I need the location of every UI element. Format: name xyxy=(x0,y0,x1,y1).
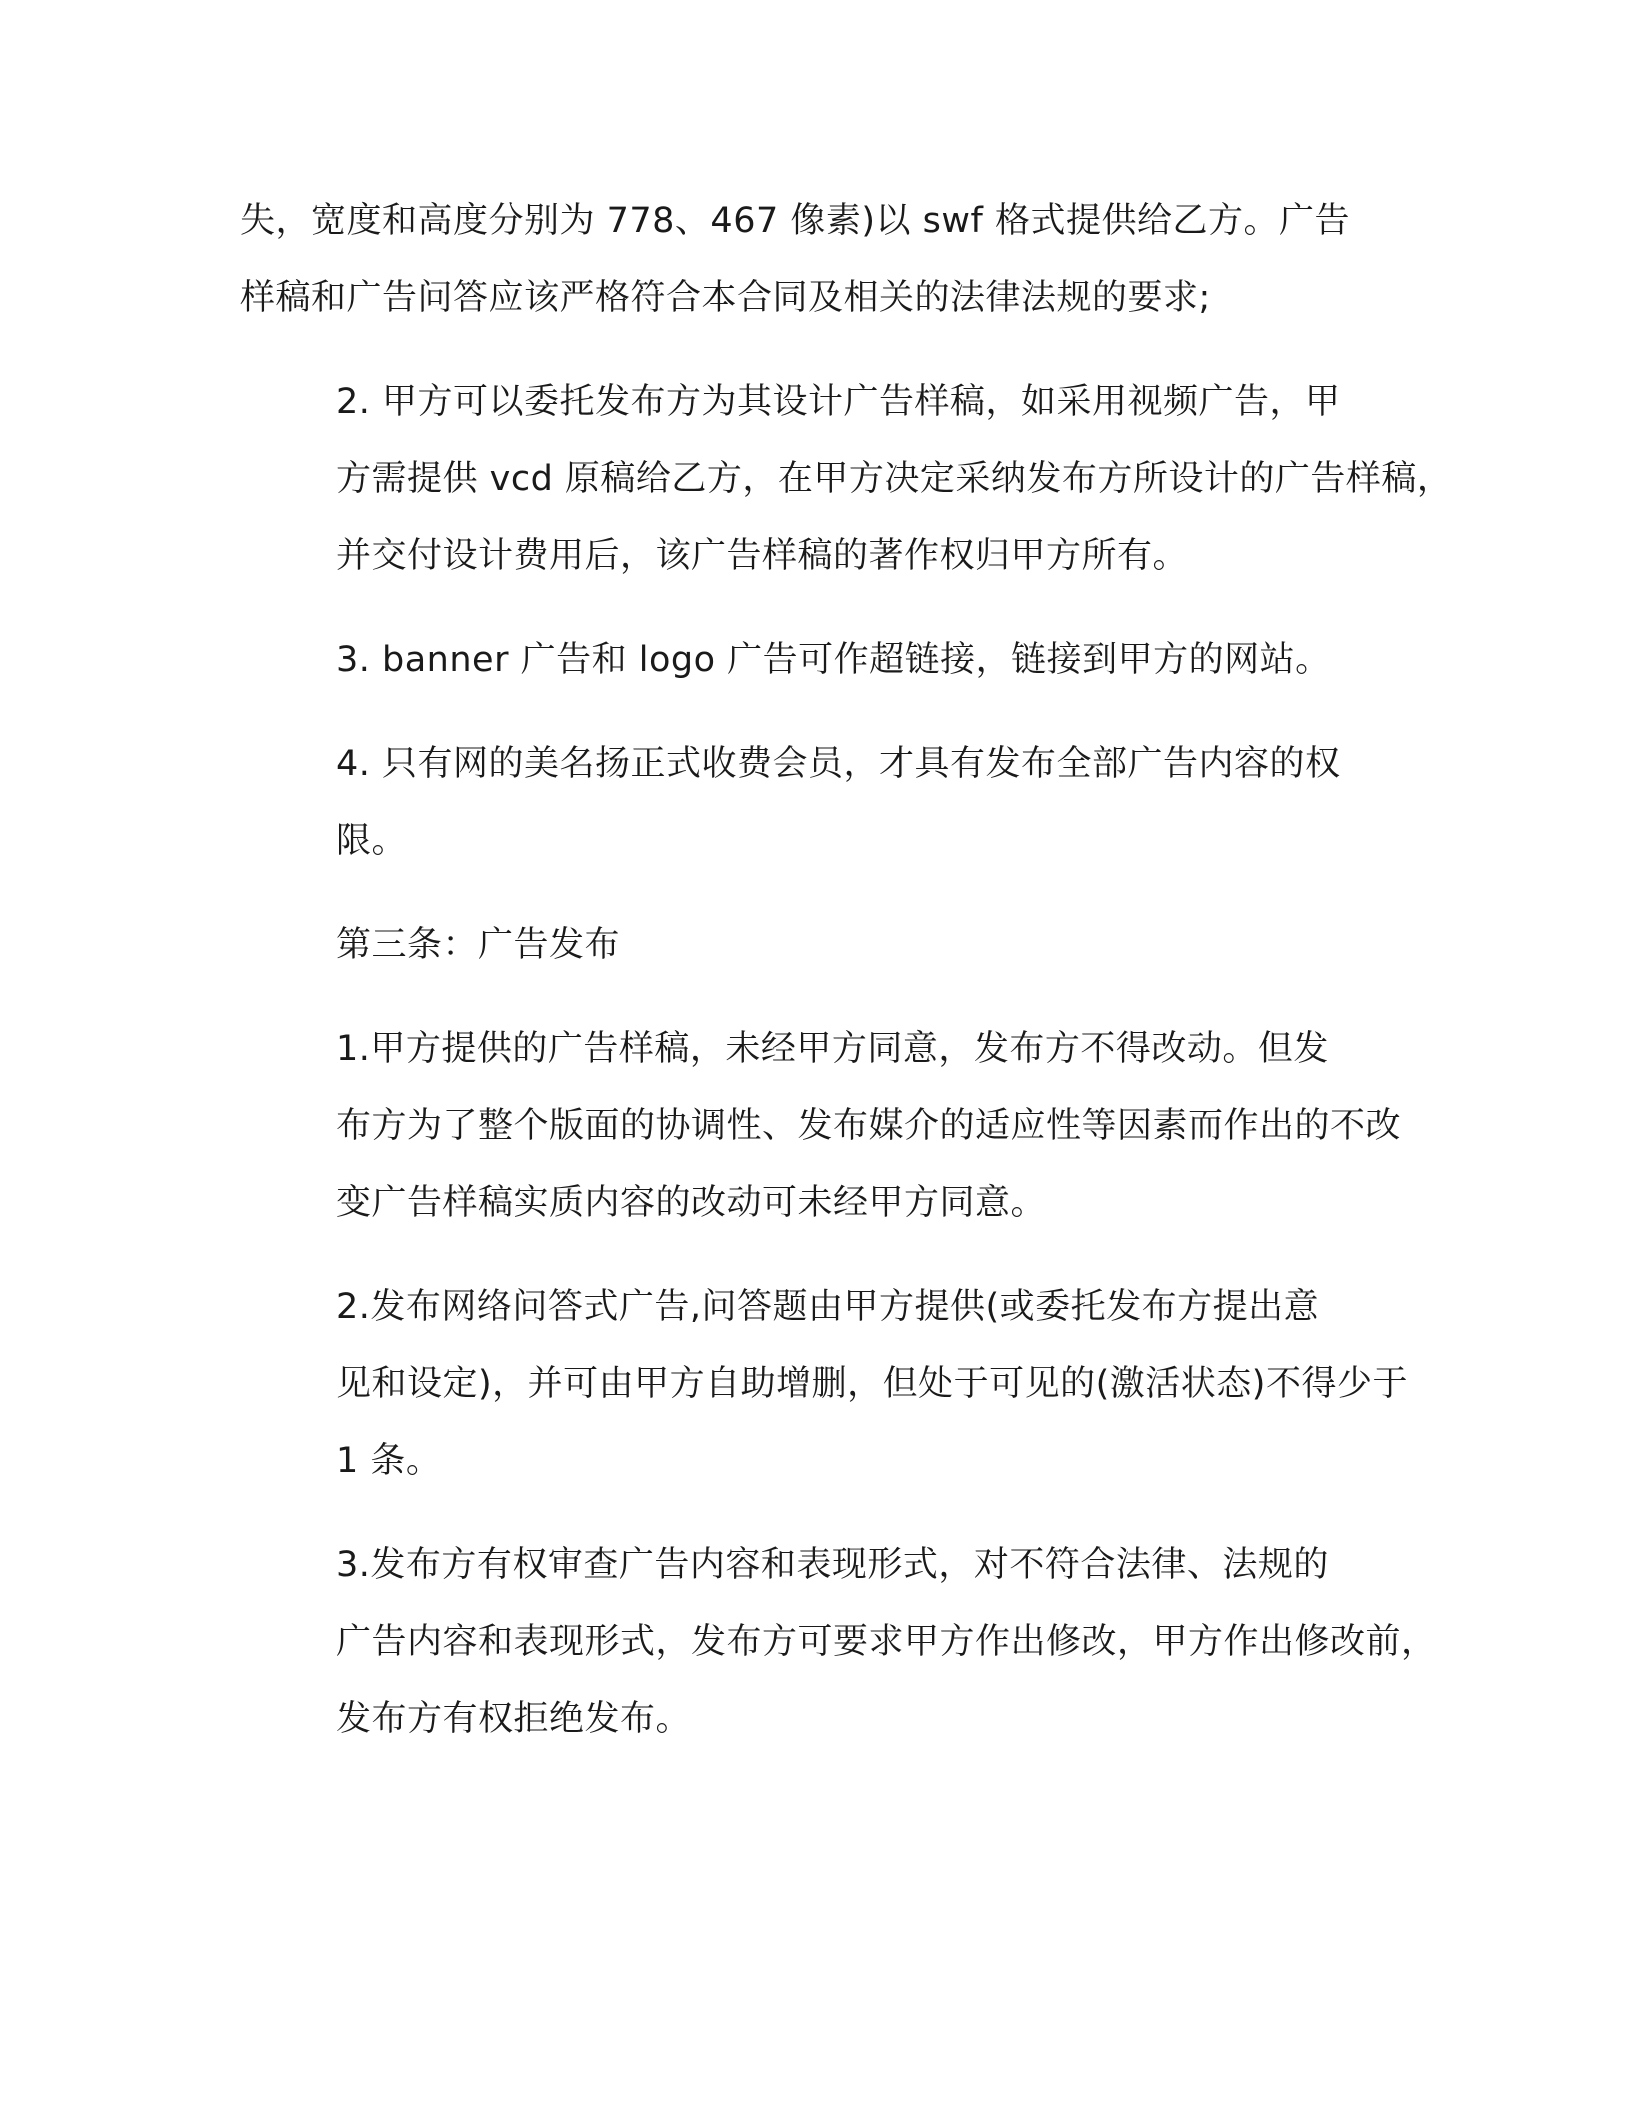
text-line: 1.甲方提供的广告样稿，未经甲方同意，发布方不得改动。但发 xyxy=(336,1029,1329,1069)
paragraph-article-3-item-2 xyxy=(240,1269,1408,1500)
text-line: 并交付设计费用后，该广告样稿的著作权归甲方所有。 xyxy=(336,536,1189,576)
section-heading-text: 第三条：广告发布 xyxy=(336,925,621,965)
paragraph-item-4 xyxy=(240,726,1390,880)
document-body xyxy=(240,183,1453,1785)
text-line: 1 条。 xyxy=(336,1441,442,1481)
paragraph-item-3 xyxy=(240,622,1390,699)
text-line: 4. 只有网的美名扬正式收费会员，才具有发布全部广告内容的权 xyxy=(336,744,1341,784)
section-heading-article-3 xyxy=(240,907,1390,984)
paragraph-item-2 xyxy=(240,364,1453,595)
paragraph-format-requirements xyxy=(240,183,1390,337)
text-line: 样稿和广告问答应该严格符合本合同及相关的法律法规的要求; xyxy=(240,278,1211,318)
text-line: 3. banner 广告和 logo 广告可作超链接，链接到甲方的网站。 xyxy=(336,640,1331,680)
text-line: 2.发布网络问答式广告,问答题由甲方提供(或委托发布方提出意 xyxy=(336,1287,1320,1327)
text-line: 变广告样稿实质内容的改动可未经甲方同意。 xyxy=(336,1183,1047,1223)
text-line: 限。 xyxy=(336,821,408,861)
text-line: 广告内容和表现形式，发布方可要求甲方作出修改，甲方作出修改前， xyxy=(336,1622,1437,1662)
text-line: 方需提供 vcd 原稿给乙方，在甲方决定采纳发布方所设计的广告样稿， xyxy=(336,459,1453,499)
text-line: 3.发布方有权审查广告内容和表现形式，对不符合法律、法规的 xyxy=(336,1545,1329,1585)
text-line: 失，宽度和高度分别为 778、467 像素)以 swf 格式提供给乙方。广告 xyxy=(240,201,1350,241)
text-line: 2. 甲方可以委托发布方为其设计广告样稿，如采用视频广告，甲 xyxy=(336,382,1341,422)
text-line: 布方为了整个版面的协调性、发布媒介的适应性等因素而作出的不改 xyxy=(336,1106,1402,1146)
text-line: 见和设定)，并可由甲方自助增删，但处于可见的(激活状态)不得少于 xyxy=(336,1364,1408,1404)
paragraph-article-3-item-3 xyxy=(240,1527,1437,1758)
text-line: 发布方有权拒绝发布。 xyxy=(336,1699,692,1739)
paragraph-article-3-item-1 xyxy=(240,1011,1402,1242)
